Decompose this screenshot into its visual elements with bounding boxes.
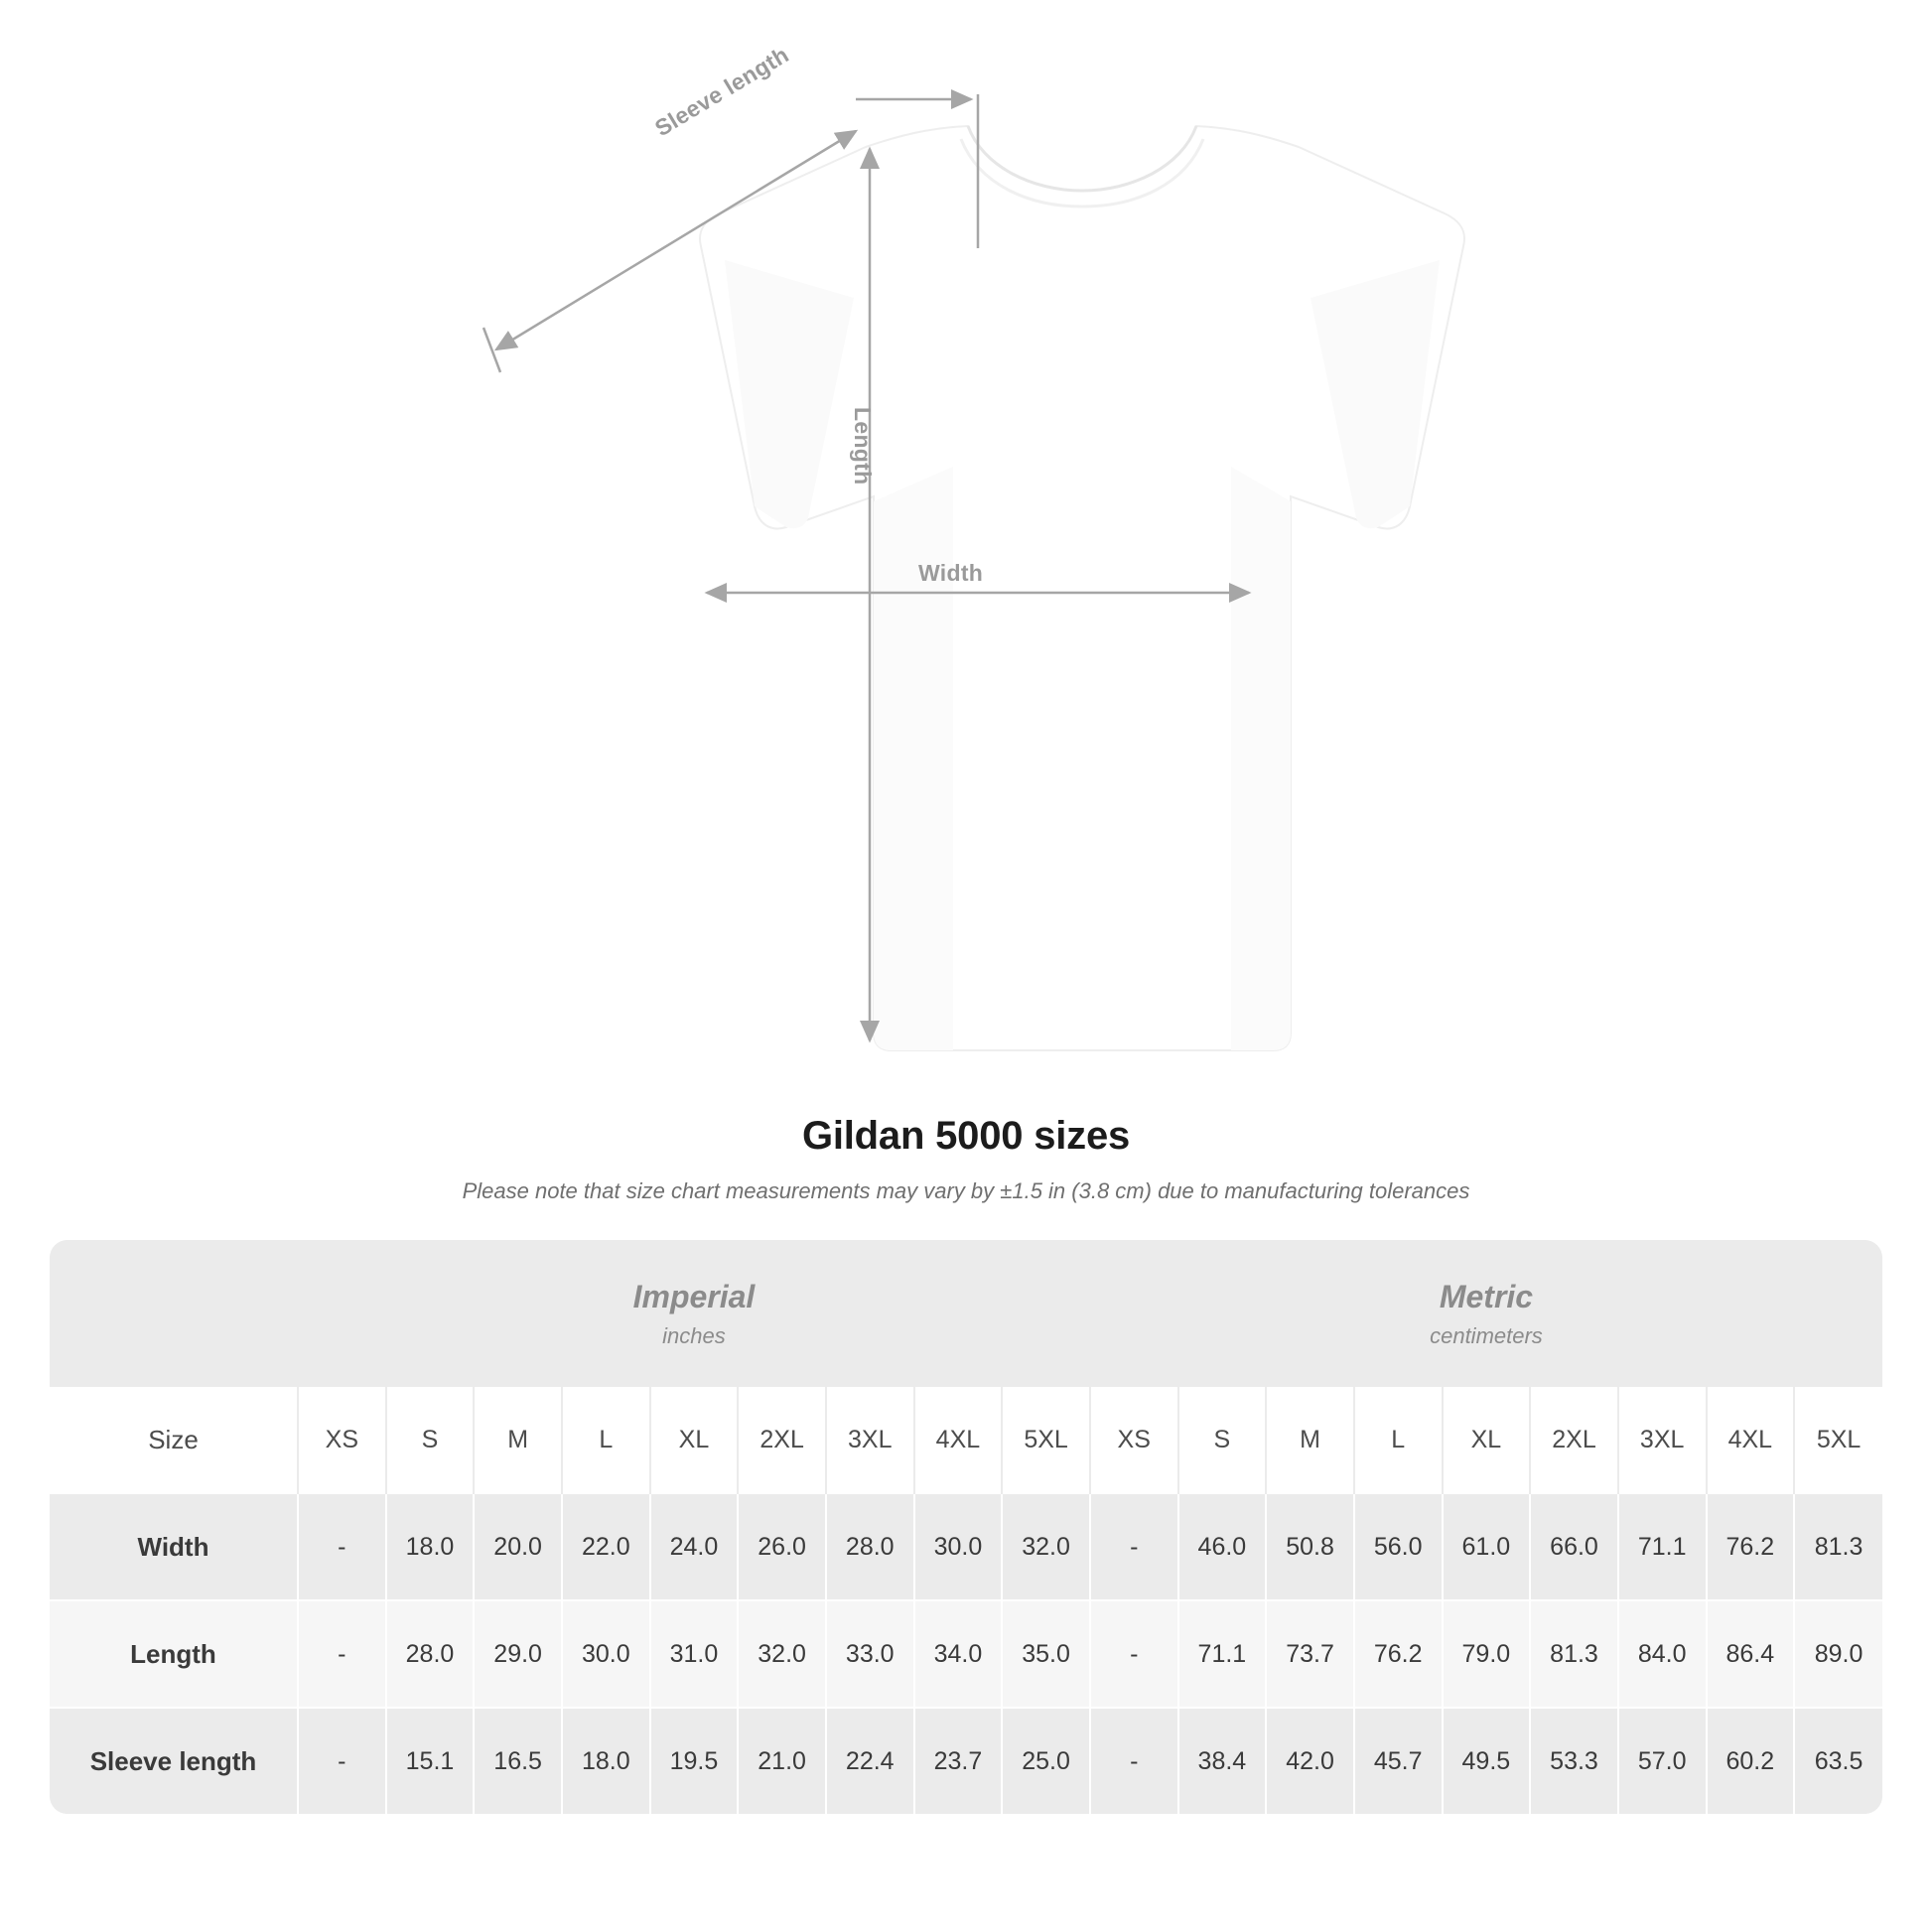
cell-length-imperial-2xl: 32.0 [738, 1600, 826, 1708]
size-column-metric-l: L [1354, 1387, 1443, 1493]
cell-width-imperial-xl: 24.0 [650, 1493, 739, 1600]
cell-sleeve-length-imperial-5xl: 25.0 [1002, 1708, 1090, 1814]
size-column-metric-xs: XS [1090, 1387, 1178, 1493]
cell-length-imperial-4xl: 34.0 [914, 1600, 1003, 1708]
cell-sleeve-length-metric-4xl: 60.2 [1707, 1708, 1795, 1814]
table-row [50, 1708, 1882, 1814]
size-column-imperial-xs: XS [298, 1387, 386, 1493]
cell-sleeve-length-metric-5xl: 63.5 [1794, 1708, 1882, 1814]
cell-sleeve-length-imperial-3xl: 22.4 [826, 1708, 914, 1814]
size-column-metric-m: M [1266, 1387, 1354, 1493]
size-column-imperial-xl: XL [650, 1387, 739, 1493]
cell-width-imperial-xs: - [298, 1493, 386, 1600]
size-column-imperial-s: S [386, 1387, 475, 1493]
unit-group-metric [1090, 1240, 1882, 1387]
cell-length-metric-3xl: 84.0 [1618, 1600, 1707, 1708]
cell-length-metric-4xl: 86.4 [1707, 1600, 1795, 1708]
cell-length-imperial-s: 28.0 [386, 1600, 475, 1708]
cell-length-metric-xs: - [1090, 1600, 1178, 1708]
cell-width-imperial-m: 20.0 [474, 1493, 562, 1600]
cell-sleeve-length-imperial-l: 18.0 [562, 1708, 650, 1814]
cell-sleeve-length-metric-2xl: 53.3 [1530, 1708, 1618, 1814]
cell-sleeve-length-metric-3xl: 57.0 [1618, 1708, 1707, 1814]
size-column-metric-xl: XL [1443, 1387, 1531, 1493]
size-column-metric-5xl: 5XL [1794, 1387, 1882, 1493]
cell-width-metric-xs: - [1090, 1493, 1178, 1600]
cell-length-metric-m: 73.7 [1266, 1600, 1354, 1708]
cell-width-imperial-5xl: 32.0 [1002, 1493, 1090, 1600]
cell-length-imperial-3xl: 33.0 [826, 1600, 914, 1708]
size-column-metric-s: S [1178, 1387, 1267, 1493]
cell-sleeve-length-metric-l: 45.7 [1354, 1708, 1443, 1814]
cell-width-metric-s: 46.0 [1178, 1493, 1267, 1600]
cell-width-imperial-s: 18.0 [386, 1493, 475, 1600]
cell-sleeve-length-imperial-2xl: 21.0 [738, 1708, 826, 1814]
cell-width-imperial-3xl: 28.0 [826, 1493, 914, 1600]
row-header-width: Width [50, 1493, 298, 1600]
length-label: Length [850, 407, 876, 485]
cell-width-metric-l: 56.0 [1354, 1493, 1443, 1600]
table-row [50, 1600, 1882, 1708]
size-column-imperial-3xl: 3XL [826, 1387, 914, 1493]
cell-length-metric-2xl: 81.3 [1530, 1600, 1618, 1708]
cell-sleeve-length-imperial-s: 15.1 [386, 1708, 475, 1814]
cell-length-imperial-5xl: 35.0 [1002, 1600, 1090, 1708]
cell-sleeve-length-metric-xl: 49.5 [1443, 1708, 1531, 1814]
cell-sleeve-length-metric-m: 42.0 [1266, 1708, 1354, 1814]
page-title: Gildan 5000 sizes [801, 1114, 1131, 1158]
cell-width-metric-m: 50.8 [1266, 1493, 1354, 1600]
cell-width-metric-xl: 61.0 [1443, 1493, 1531, 1600]
size-header-row [50, 1387, 1882, 1493]
cell-width-metric-5xl: 81.3 [1794, 1493, 1882, 1600]
size-column-metric-2xl: 2XL [1530, 1387, 1618, 1493]
tolerance-note: Please note that size chart measurements may vary by ±1.5 in (3.8 cm) due to manufacturing tolerances [462, 1178, 1470, 1203]
unit-header-spacer [50, 1240, 298, 1387]
table-row [50, 1493, 1882, 1600]
size-column-imperial-m: M [474, 1387, 562, 1493]
chart-heading [0, 1114, 1932, 1204]
size-table-container [50, 1240, 1882, 1814]
width-label: Width [918, 560, 984, 586]
cell-width-imperial-2xl: 26.0 [738, 1493, 826, 1600]
unit-group-name: Metric [1439, 1278, 1534, 1314]
cell-length-imperial-xs: - [298, 1600, 386, 1708]
cell-length-imperial-l: 30.0 [562, 1600, 650, 1708]
size-table [50, 1240, 1882, 1814]
cell-width-metric-2xl: 66.0 [1530, 1493, 1618, 1600]
cell-sleeve-length-imperial-xl: 19.5 [650, 1708, 739, 1814]
cell-sleeve-length-metric-xs: - [1090, 1708, 1178, 1814]
cell-sleeve-length-imperial-xs: - [298, 1708, 386, 1814]
cell-sleeve-length-imperial-4xl: 23.7 [914, 1708, 1003, 1814]
cell-width-metric-3xl: 71.1 [1618, 1493, 1707, 1600]
unit-header-row [50, 1240, 1882, 1387]
cell-width-metric-4xl: 76.2 [1707, 1493, 1795, 1600]
cell-length-metric-xl: 79.0 [1443, 1600, 1531, 1708]
row-header-sleeve-length: Sleeve length [50, 1708, 298, 1814]
cell-width-imperial-4xl: 30.0 [914, 1493, 1003, 1600]
size-column-imperial-l: L [562, 1387, 650, 1493]
unit-group-name: Imperial [632, 1278, 756, 1314]
unit-group-imperial [298, 1240, 1090, 1387]
unit-group-sub: centimeters [1430, 1323, 1543, 1349]
cell-length-metric-5xl: 89.0 [1794, 1600, 1882, 1708]
cell-length-metric-l: 76.2 [1354, 1600, 1443, 1708]
tshirt-shape [700, 126, 1464, 1050]
unit-group-sub: inches [662, 1323, 726, 1349]
cell-length-imperial-xl: 31.0 [650, 1600, 739, 1708]
size-column-metric-3xl: 3XL [1618, 1387, 1707, 1493]
size-column-metric-4xl: 4XL [1707, 1387, 1795, 1493]
cell-sleeve-length-imperial-m: 16.5 [474, 1708, 562, 1814]
size-column-imperial-2xl: 2XL [738, 1387, 826, 1493]
size-column-imperial-5xl: 5XL [1002, 1387, 1090, 1493]
size-column-header: Size [50, 1387, 298, 1493]
cell-sleeve-length-metric-s: 38.4 [1178, 1708, 1267, 1814]
sleeve-length-label: Sleeve length [650, 41, 793, 142]
cell-width-imperial-l: 22.0 [562, 1493, 650, 1600]
size-column-imperial-4xl: 4XL [914, 1387, 1003, 1493]
row-header-length: Length [50, 1600, 298, 1708]
cell-length-imperial-m: 29.0 [474, 1600, 562, 1708]
cell-length-metric-s: 71.1 [1178, 1600, 1267, 1708]
